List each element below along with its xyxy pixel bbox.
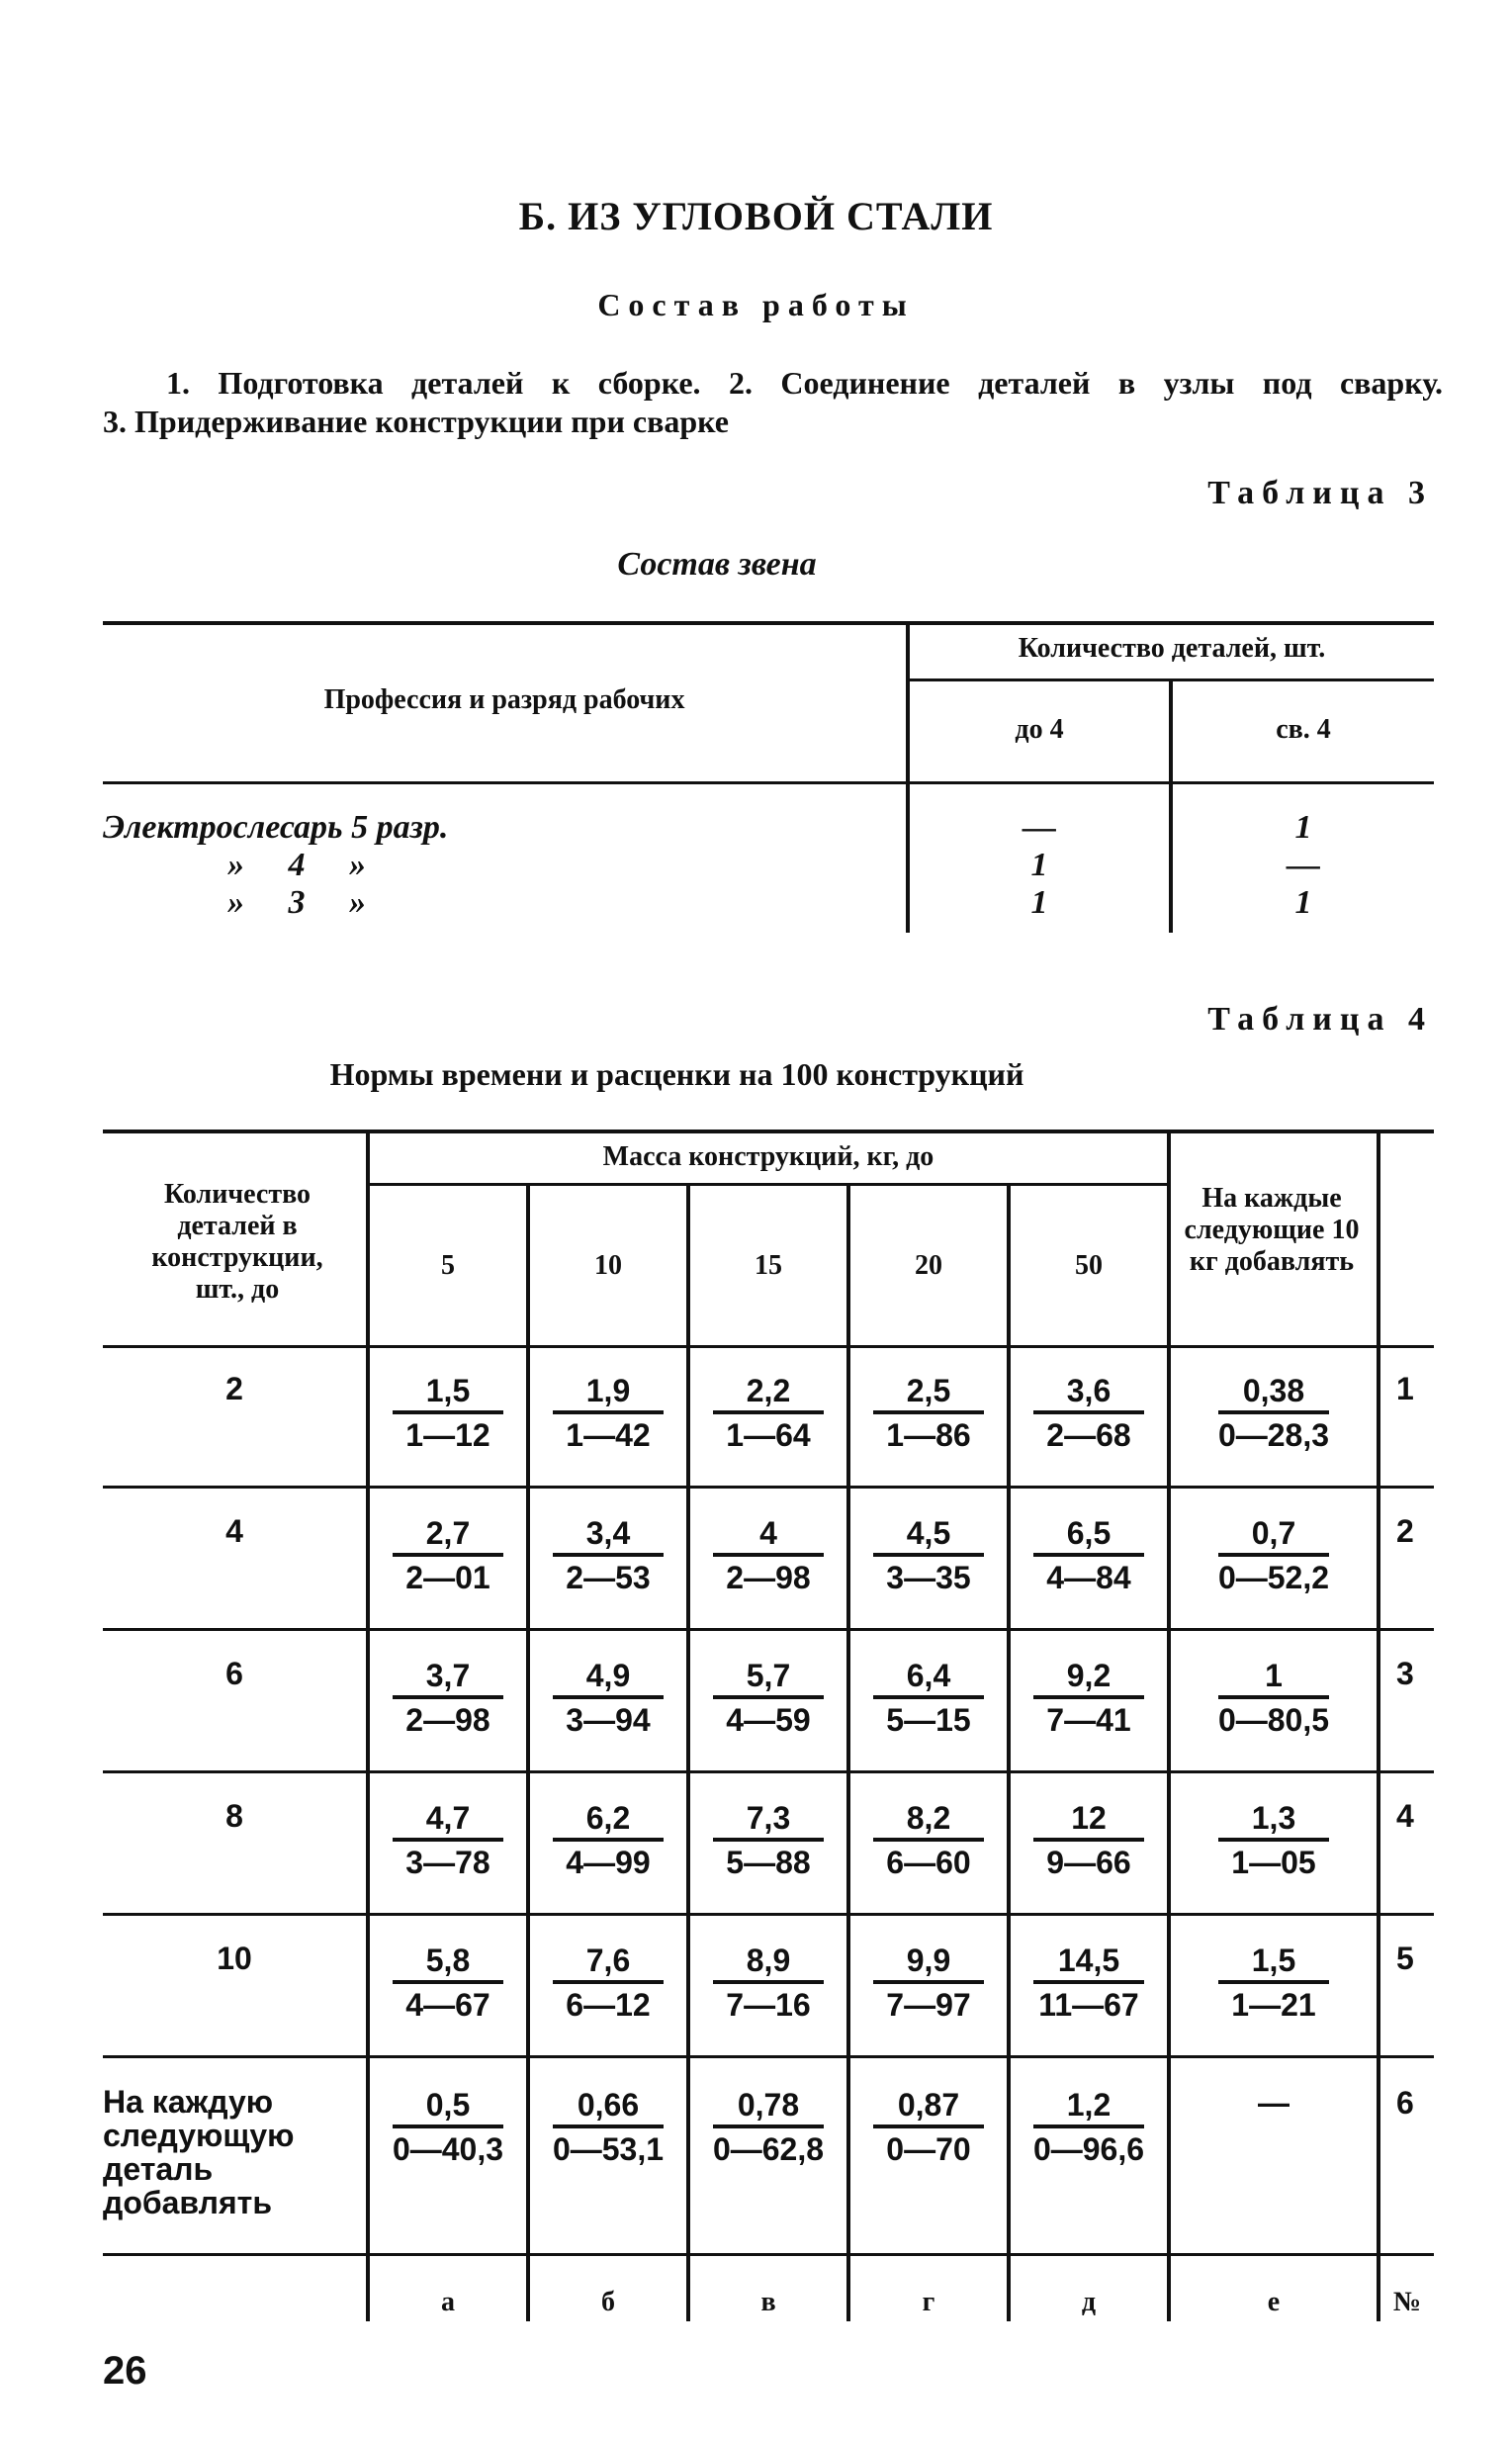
table4-cell-price: 7—41 bbox=[1046, 1702, 1131, 1738]
table4-mass-10: 10 bbox=[594, 1250, 622, 1281]
table4-cell bbox=[854, 1371, 1003, 1456]
table4-cell bbox=[374, 1941, 522, 2026]
table4-footer-b: б bbox=[601, 2287, 615, 2317]
table4-cell-time: 0,78 bbox=[713, 2085, 824, 2128]
table4-cell-price: 0—40,3 bbox=[392, 2131, 504, 2167]
table4-row-number: 5 bbox=[1396, 1941, 1414, 1976]
table4-cell bbox=[854, 1656, 1003, 1741]
table4-cell bbox=[1195, 1798, 1353, 1883]
table4-cell bbox=[694, 1513, 843, 1598]
table3-row-1-a: — bbox=[1023, 809, 1056, 846]
table4-row-rule-2 bbox=[103, 1628, 1434, 1631]
table4-mass-5: 5 bbox=[441, 1250, 455, 1281]
table4-cell-price: 3—94 bbox=[566, 1702, 651, 1738]
table4-cell-price: 5—15 bbox=[886, 1702, 971, 1738]
table4-cell bbox=[374, 1513, 522, 1598]
table4-row-number: 1 bbox=[1396, 1371, 1414, 1406]
table4-cell-price: 4—67 bbox=[405, 1987, 490, 2023]
table4-cell-price: 4—84 bbox=[1046, 1560, 1131, 1595]
table4-row-rule-4 bbox=[103, 1913, 1434, 1916]
table3-row-1-profession: Электрослесарь 5 разр. bbox=[103, 809, 449, 846]
table4-cell-time: 12 bbox=[1033, 1798, 1144, 1842]
table4-cell-time: 2,2 bbox=[713, 1371, 824, 1414]
table4-cell bbox=[374, 1371, 522, 1456]
table4-cell bbox=[694, 1371, 843, 1456]
table4-cell bbox=[1015, 1371, 1163, 1456]
table4-cell bbox=[534, 1941, 682, 2026]
table4-cell-time: 1,3 bbox=[1218, 1798, 1329, 1842]
table4-cell-price: 7—97 bbox=[886, 1987, 971, 2023]
table4-cell-time: 0,7 bbox=[1218, 1513, 1329, 1557]
table4-last-dash: — bbox=[1258, 2085, 1290, 2121]
table4-divider-20 bbox=[846, 1185, 850, 2321]
table4-footer-no: № bbox=[1392, 2287, 1422, 2317]
table4-row-rule-3 bbox=[103, 1770, 1434, 1773]
table4-cell-time: 9,2 bbox=[1033, 1656, 1144, 1699]
table4-cell bbox=[854, 1798, 1003, 1883]
table4-footer-e: е bbox=[1267, 2287, 1281, 2317]
table3-label: Таблица 3 bbox=[1207, 475, 1433, 511]
table4-cell bbox=[854, 1941, 1003, 2026]
table4-cell-time: 4 bbox=[713, 1513, 824, 1557]
table4-cell-price: 5—88 bbox=[726, 1845, 811, 1880]
table4-cell bbox=[534, 1798, 682, 1883]
table4-cell-price: 3—78 bbox=[405, 1845, 490, 1880]
table4-cell-price: 2—01 bbox=[405, 1560, 490, 1595]
table4-cell-price: 2—68 bbox=[1046, 1417, 1131, 1453]
table4-cell bbox=[534, 1371, 682, 1456]
table4-cell-time: 8,9 bbox=[713, 1941, 824, 1984]
table4-divider-50 bbox=[1007, 1185, 1011, 2321]
table4-cell-price: 0—52,2 bbox=[1217, 1560, 1330, 1595]
table4-cell-time: 0,38 bbox=[1218, 1371, 1329, 1414]
table4-cell-price: 0—80,5 bbox=[1217, 1702, 1330, 1738]
table4-row-rule-1 bbox=[103, 1486, 1434, 1489]
table4-cell bbox=[1015, 1513, 1163, 1598]
table4-cell bbox=[694, 1656, 843, 1741]
table4-cell-time: 2,5 bbox=[873, 1371, 984, 1414]
table4-cell-time: 5,8 bbox=[393, 1941, 503, 1984]
table3-col-b-header: св. 4 bbox=[1276, 714, 1331, 745]
table4-row-label: 8 bbox=[225, 1798, 243, 1834]
table4-divider-each10 bbox=[1167, 1130, 1171, 2321]
table4-footer-g: г bbox=[922, 2287, 935, 2317]
work-text-line-2: 3. Придерживание конструкции при сварке bbox=[103, 404, 729, 439]
table4-cell-time: 1,5 bbox=[393, 1371, 503, 1414]
work-composition-text bbox=[103, 364, 1443, 441]
table4-row-number: 4 bbox=[1396, 1798, 1414, 1834]
table4-cell-price: 3—35 bbox=[886, 1560, 971, 1595]
table4-cell-price: 4—59 bbox=[726, 1702, 811, 1738]
table4-mass-20: 20 bbox=[915, 1250, 942, 1281]
work-text-line-1: 1. Подготовка деталей к сборке. 2. Соединение деталей в узлы под сварку. bbox=[166, 365, 1443, 401]
table4-cell-price: 7—16 bbox=[726, 1987, 811, 2023]
table4-divider-10 bbox=[526, 1185, 530, 2321]
table4-cell-price: 4—99 bbox=[566, 1845, 651, 1880]
table4-row-label: 10 bbox=[217, 1941, 252, 1976]
table4-cell-price: 11—67 bbox=[1038, 1987, 1139, 2023]
table4-cell-time: 4,7 bbox=[393, 1798, 503, 1842]
table4-last-cell bbox=[372, 2085, 524, 2170]
table4-cell-time: 0,66 bbox=[553, 2085, 664, 2128]
table3-header-rule bbox=[103, 781, 1434, 784]
table4-cell-price: 1—05 bbox=[1231, 1845, 1316, 1880]
table4-mass-50: 50 bbox=[1075, 1250, 1103, 1281]
table4-row-number: 6 bbox=[1396, 2085, 1414, 2121]
table4-cell-time: 0,87 bbox=[873, 2085, 984, 2128]
table4-cell-price: 0—53,1 bbox=[552, 2131, 665, 2167]
table4-cell bbox=[694, 1798, 843, 1883]
table4-cell-time: 3,6 bbox=[1033, 1371, 1144, 1414]
table4-mass-rule bbox=[368, 1183, 1167, 1186]
table4-cell-price: 0—96,6 bbox=[1032, 2131, 1145, 2167]
table4-cell-time: 6,4 bbox=[873, 1656, 984, 1699]
page-number: 26 bbox=[103, 2349, 147, 2393]
table3-col-a-header: до 4 bbox=[1015, 714, 1064, 745]
table4-mass-15: 15 bbox=[755, 1250, 782, 1281]
table4-cell-price: 1—42 bbox=[566, 1417, 651, 1453]
table4-mass-header: Масса конструкций, кг, до bbox=[602, 1141, 934, 1172]
table4-cell-time: 7,3 bbox=[713, 1798, 824, 1842]
table4-footer-d: д bbox=[1081, 2287, 1097, 2317]
table4-title: Нормы времени и расценки на 100 конструкций bbox=[329, 1056, 1024, 1092]
table4-last-cell bbox=[692, 2085, 845, 2170]
table4-cell bbox=[374, 1656, 522, 1741]
table4-cell-price: 1—64 bbox=[726, 1417, 811, 1453]
table4-cell bbox=[1015, 1941, 1163, 2026]
table4-cell-price: 2—98 bbox=[405, 1702, 490, 1738]
table4-cell-time: 6,5 bbox=[1033, 1513, 1144, 1557]
table4-cell-time: 1 bbox=[1218, 1656, 1329, 1699]
table4-cell bbox=[854, 1513, 1003, 1598]
table4-row-label: 4 bbox=[225, 1513, 243, 1549]
table4-cell-time: 1,5 bbox=[1218, 1941, 1329, 1984]
table4-label: Таблица 4 bbox=[1207, 1001, 1433, 1038]
table4-cell-time: 9,9 bbox=[873, 1941, 984, 1984]
table4-cell bbox=[694, 1941, 843, 2026]
table4-row-number: 2 bbox=[1396, 1513, 1414, 1549]
table4-row-label: 2 bbox=[225, 1371, 243, 1406]
table4-cell-price: 0—62,8 bbox=[712, 2131, 825, 2167]
table4-cell-time: 2,7 bbox=[393, 1513, 503, 1557]
table4-cell-time: 5,7 bbox=[713, 1656, 824, 1699]
table4-row-rule-5 bbox=[103, 2055, 1434, 2058]
table4-cell bbox=[1195, 1941, 1353, 2026]
table3-row-1-b: 1 bbox=[1294, 809, 1312, 846]
work-composition-heading: Состав работы bbox=[597, 287, 915, 322]
table4-cell-time: 7,6 bbox=[553, 1941, 664, 1984]
table4-cell bbox=[374, 1798, 522, 1883]
table4-qty-header: Количество деталей в конструкции, шт., до bbox=[151, 1179, 323, 1305]
table4-cell bbox=[1015, 1798, 1163, 1883]
table4-cell-price: 2—53 bbox=[566, 1560, 651, 1595]
table4-header-rule bbox=[103, 1345, 1434, 1348]
table4-last-cell bbox=[1013, 2085, 1165, 2170]
table3-top-rule bbox=[103, 621, 1434, 625]
table4-cell-price: 0—28,3 bbox=[1217, 1417, 1330, 1453]
table4-cell-time: 3,7 bbox=[393, 1656, 503, 1699]
table4-row-number: 3 bbox=[1396, 1656, 1414, 1691]
table4-cell-price: 2—98 bbox=[726, 1560, 811, 1595]
table4-cell-price: 6—12 bbox=[566, 1987, 651, 2023]
table4-cell bbox=[1195, 1513, 1353, 1598]
table4-last-row-label: На каждую следующую деталь добавлять bbox=[103, 2084, 295, 2220]
table4-cell-price: 1—12 bbox=[405, 1417, 490, 1453]
table4-divider-15 bbox=[686, 1185, 690, 2321]
table4-divider-qty bbox=[366, 1130, 370, 2321]
table3-row-3-a: 1 bbox=[1030, 884, 1048, 921]
table3-title: Состав звена bbox=[617, 546, 817, 583]
table4-footer-a: а bbox=[441, 2287, 455, 2317]
table4-cell-time: 8,2 bbox=[873, 1798, 984, 1842]
table3-row-2-b: — bbox=[1287, 847, 1320, 883]
table4-cell-time: 4,9 bbox=[553, 1656, 664, 1699]
table4-cell-time: 14,5 bbox=[1033, 1941, 1144, 1984]
table4-cell-time: 3,4 bbox=[553, 1513, 664, 1557]
table4-footer-v: в bbox=[760, 2287, 776, 2317]
table4-cell bbox=[534, 1513, 682, 1598]
table4-cell-time: 0,5 bbox=[393, 2085, 503, 2128]
table4-last-cell bbox=[852, 2085, 1005, 2170]
table4-cell bbox=[1195, 1656, 1353, 1741]
table3-profession-header: Профессия и разряд рабочих bbox=[323, 684, 685, 715]
section-title: Б. ИЗ УГЛОВОЙ СТАЛИ bbox=[518, 194, 994, 238]
table3-row-2-profession: » 4 » bbox=[227, 847, 366, 883]
table4-cell-time: 1,9 bbox=[553, 1371, 664, 1414]
table4-cell-time: 6,2 bbox=[553, 1798, 664, 1842]
table4-cell bbox=[534, 1656, 682, 1741]
table4-cell-price: 9—66 bbox=[1046, 1845, 1131, 1880]
table4-cell-price: 0—70 bbox=[886, 2131, 971, 2167]
table3-row-2-a: 1 bbox=[1030, 847, 1048, 883]
table4-cell-price: 6—60 bbox=[886, 1845, 971, 1880]
table4-top-rule bbox=[103, 1130, 1434, 1133]
table4-cell-time: 1,2 bbox=[1033, 2085, 1144, 2128]
table3-row-3-profession: » 3 » bbox=[227, 884, 366, 921]
table4-last-cell bbox=[532, 2085, 684, 2170]
table4-footer-rule bbox=[103, 2253, 1434, 2256]
table4-cell-price: 1—86 bbox=[886, 1417, 971, 1453]
table4-cell-time: 4,5 bbox=[873, 1513, 984, 1557]
table4-divider-num bbox=[1377, 1130, 1380, 2321]
table3-row-3-b: 1 bbox=[1294, 884, 1312, 921]
table4-cell-price: 1—21 bbox=[1231, 1987, 1316, 2023]
table4-each10-header: На каждые следующие 10 кг добавлять bbox=[1184, 1183, 1360, 1277]
table4-row-label: 6 bbox=[225, 1656, 243, 1691]
table3-qty-header: Количество деталей, шт. bbox=[1018, 633, 1326, 664]
table4-cell bbox=[1195, 1371, 1353, 1456]
table4-cell bbox=[1015, 1656, 1163, 1741]
